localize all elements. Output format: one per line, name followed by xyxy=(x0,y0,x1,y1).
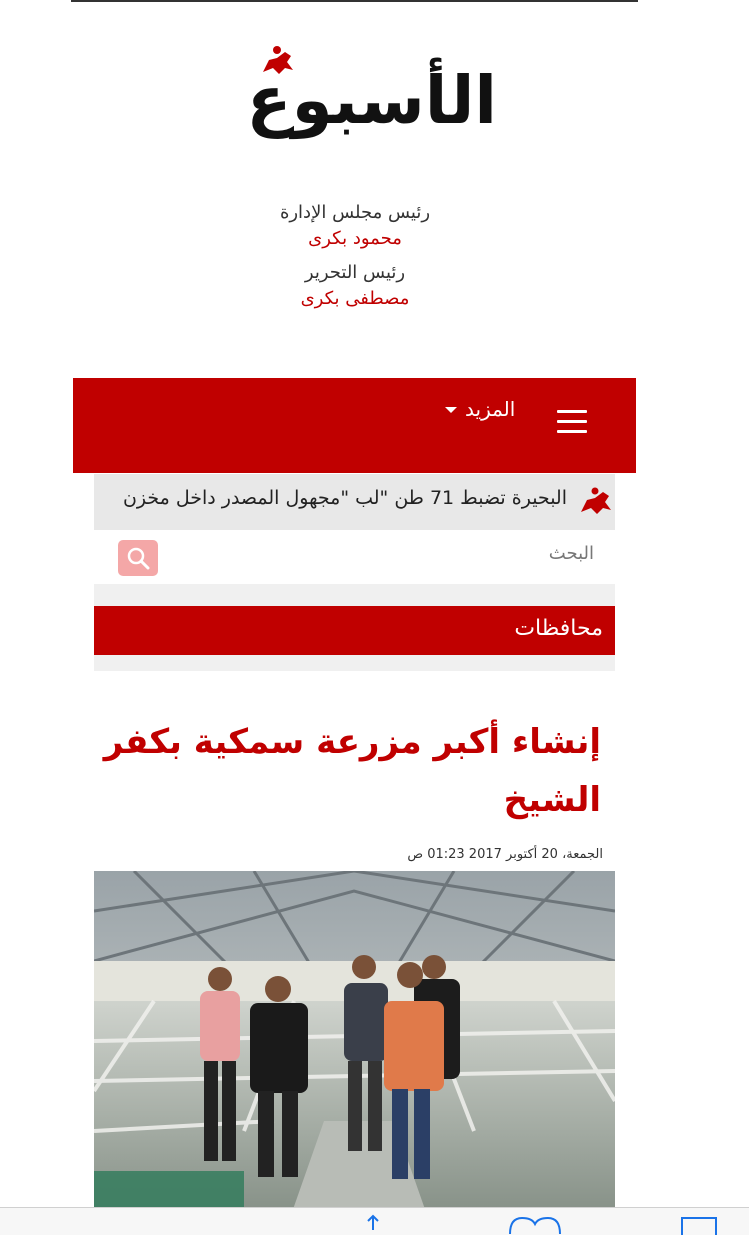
search-icon xyxy=(126,546,150,570)
editorial-credits xyxy=(200,200,510,320)
chairman-name: محمود بكرى xyxy=(308,228,402,249)
article-title[interactable]: إنشاء أكبر مزرعة سمكية بكفر الشيخ xyxy=(103,722,601,820)
section-title[interactable]: محافظات xyxy=(514,616,603,641)
article-date: الجمعة، 20 أكتوبر 2017 01:23 ص xyxy=(407,847,603,862)
red-horse-rider-icon xyxy=(577,484,615,520)
search-input[interactable] xyxy=(164,536,594,570)
main-navbar xyxy=(73,378,636,473)
search-button[interactable] xyxy=(118,540,158,576)
more-label: المزيد xyxy=(465,397,516,421)
news-ticker[interactable] xyxy=(94,474,615,530)
search-bar xyxy=(94,530,615,584)
caret-down-icon xyxy=(445,407,457,413)
editor-name: مصطفى بكرى xyxy=(300,288,410,309)
browser-bottom-toolbar xyxy=(0,1207,749,1235)
top-divider xyxy=(71,0,638,2)
bookmarks-icon[interactable] xyxy=(508,1214,562,1235)
site-logo[interactable] xyxy=(205,40,505,150)
hamburger-icon[interactable] xyxy=(557,406,589,438)
editor-role: رئيس التحرير xyxy=(304,262,406,283)
more-dropdown[interactable] xyxy=(445,394,515,424)
ticker-headline[interactable]: البحيرة تضبط 71 طن "لب "مجهول المصدر داخل مخزن xyxy=(122,487,567,509)
section-header[interactable] xyxy=(94,606,615,655)
article-image xyxy=(94,871,615,1235)
share-icon[interactable] xyxy=(362,1214,384,1235)
chairman-role: رئيس مجلس الإدارة xyxy=(279,202,431,223)
logo-text: الأسبوع xyxy=(246,62,497,139)
tabs-icon[interactable] xyxy=(680,1214,720,1235)
article-card xyxy=(94,671,615,1235)
